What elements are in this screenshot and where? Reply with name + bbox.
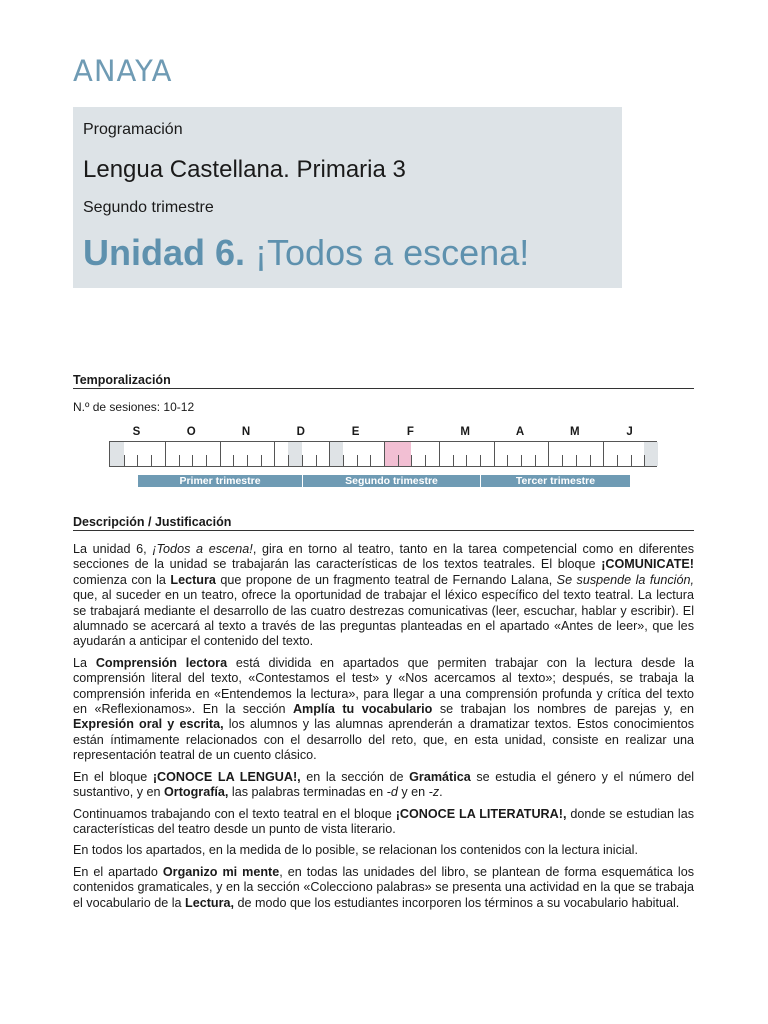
- week-tick: [425, 455, 426, 466]
- week-tick: [137, 455, 138, 466]
- shaded-week-cell: [288, 442, 302, 466]
- week-tick: [343, 455, 344, 466]
- p3-segment: -z: [428, 785, 440, 800]
- week-tick: [124, 455, 125, 466]
- p3-segment: se estudia el género y el número del sustantivo, y en: [73, 769, 695, 800]
- week-tick: [179, 455, 180, 466]
- p1-segment: ¡COMUNICATE!: [601, 557, 694, 572]
- p4-segment: Continuamos trabajando con el texto teatral en el bloque: [73, 806, 396, 821]
- month-label: N: [241, 426, 251, 438]
- p6-segment: Organizo mi mente: [162, 864, 280, 879]
- p3-segment: En el bloque: [73, 769, 153, 784]
- unit-name: ¡Todos a escena!: [255, 232, 530, 273]
- week-tick: [617, 455, 618, 466]
- p3-segment: y en: [397, 785, 429, 800]
- week-tick: [590, 455, 591, 466]
- week-tick: [466, 455, 467, 466]
- week-tick: [398, 455, 399, 466]
- week-tick: [453, 455, 454, 466]
- p2-segment: Expresión oral y escrita,: [73, 717, 224, 732]
- p2-segment: Amplía tu vocabulario: [292, 702, 433, 717]
- week-tick: [247, 455, 248, 466]
- week-tick: [576, 455, 577, 466]
- shaded-week-cell: [110, 442, 124, 466]
- p2-segment: los alumnos y las alumnas aprenderán a dramatizar textos. Estos conocimientos están íntimamente relacionados con el desarrollo del reto, que, en esta unidad, consiste en realizar una representación teatral de un cuento clásico.: [73, 717, 694, 763]
- week-tick: [206, 455, 207, 466]
- p4-segment: ¡CONOCE LA LITERATURA!,: [395, 806, 567, 821]
- unit-number: Unidad 6.: [83, 232, 246, 273]
- month-label: D: [296, 426, 305, 438]
- week-tick: [151, 455, 152, 466]
- p3-segment: en la sección de: [300, 769, 410, 784]
- week-tick: [261, 455, 262, 466]
- p6-segment: de modo que los estudiantes incorporen los términos a su vocabulario habitual.: [234, 895, 680, 910]
- week-tick: [288, 455, 289, 466]
- paragraph-3: [73, 770, 694, 801]
- month-divider: [274, 442, 275, 466]
- week-tick: [562, 455, 563, 466]
- p4-segment: donde se estudian las características del teatro desde un punto de vista literario.: [73, 806, 695, 836]
- month-labels: [109, 426, 657, 440]
- p2-segment: se trabajan los nombres de parejas y, en: [432, 702, 695, 717]
- week-tick: [507, 455, 508, 466]
- anaya-logo: ANAYA: [73, 54, 173, 88]
- descripcion-heading: Descripción / Justificación: [73, 515, 694, 531]
- month-label: O: [186, 426, 196, 438]
- p1-segment: que, al suceder en un teatro, ofrece la oportunidad de trabajar el léxico específico del texto teatral. La lectura se trabajará mediante el desarrollo de las cuatro destrezas comunicativas (leer, escuchar, hablar y escribir). El alumnado se acercará al texto a través de las preguntas planteadas en el apartado «Antes de leer», que les ayudarán a anticipar el contenido del texto.: [73, 588, 694, 649]
- description-body: [73, 542, 694, 917]
- p1-segment: que propone de un fragmento teatral de Fernando Lalana,: [215, 572, 557, 587]
- paragraph-5: [73, 843, 694, 858]
- p3-segment: ¡CONOCE LA LENGUA!,: [152, 769, 301, 784]
- p1-segment: Lectura: [170, 572, 216, 587]
- term-bar: Primer trimestre: [138, 475, 302, 487]
- p3-segment: .: [439, 785, 443, 800]
- session-timeline: [109, 441, 657, 467]
- temporalizacion-heading: Temporalización: [73, 373, 694, 389]
- p1-segment: comienza con la: [73, 572, 171, 587]
- month-divider: [384, 442, 385, 466]
- week-tick: [316, 455, 317, 466]
- paragraph-2: [73, 656, 694, 764]
- p3-segment: Ortografía,: [164, 785, 229, 800]
- month-label: J: [626, 426, 633, 438]
- term-label: Segundo trimestre: [83, 199, 214, 216]
- sessions-count: N.º de sesiones: 10-12: [73, 400, 195, 414]
- month-divider: [329, 442, 330, 466]
- week-tick: [411, 455, 412, 466]
- week-tick: [480, 455, 481, 466]
- p3-segment: -d: [386, 785, 398, 800]
- paragraph-6: [73, 865, 694, 911]
- month-label: M: [460, 426, 470, 438]
- p1-segment: , gira en torno al teatro, tanto en la tarea competencial como en diferentes secciones de la unidad se trabajarán las características de los textos teatrales. El bloque: [73, 542, 694, 572]
- paragraph-1: [73, 542, 694, 650]
- month-divider: [494, 442, 495, 466]
- week-tick: [370, 455, 371, 466]
- week-tick: [233, 455, 234, 466]
- shaded-week-cell: [329, 442, 343, 466]
- week-tick: [535, 455, 536, 466]
- term-bar: Segundo trimestre: [303, 475, 480, 487]
- unit-title: [83, 232, 529, 274]
- p6-segment: En el apartado: [73, 864, 163, 879]
- p2-segment: La: [73, 655, 96, 670]
- week-tick: [302, 455, 303, 466]
- month-divider: [220, 442, 221, 466]
- shaded-week-cell: [644, 442, 658, 466]
- p5-segment: En todos los apartados, en la medida de lo posible, se relacionan los contenidos con la lectura inicial.: [73, 843, 638, 858]
- p1-segment: ¡Todos a escena!: [152, 542, 253, 556]
- subject-title: Lengua Castellana. Primaria 3: [83, 156, 406, 183]
- month-label: M: [569, 426, 580, 438]
- month-label: F: [406, 426, 414, 438]
- month-divider: [439, 442, 440, 466]
- p6-segment: , en todas las unidades del libro, se plantean de forma esquemática los contenidos gramaticales, y en la sección «Colecciono palabras» se presenta una actividad en la que se trabaja el vocabulario de la: [73, 864, 695, 910]
- week-tick: [631, 455, 632, 466]
- p2-segment: está dividida en apartados que permiten trabajar con la lectura desde la comprensión literal del texto, «Contestamos el test» y «Nos acercamos al texto»; después, se trabaja la comprensión inferida en «Entendemos la lectura», para llegar a una comprensión profunda y crítica del texto en «Reflexionamos». En la sección: [73, 655, 694, 717]
- p2-segment: Comprensión lectora: [95, 655, 228, 670]
- p3-segment: Gramática: [409, 769, 471, 784]
- week-tick: [644, 455, 645, 466]
- month-divider: [603, 442, 604, 466]
- month-label: E: [351, 426, 360, 438]
- week-tick: [357, 455, 358, 466]
- month-divider: [165, 442, 166, 466]
- p1-segment: Se suspende la función,: [556, 572, 694, 587]
- header-box: [73, 107, 622, 288]
- month-label: A: [515, 426, 525, 438]
- programacion-label: Programación: [83, 121, 183, 138]
- paragraph-4: [73, 807, 694, 838]
- week-tick: [192, 455, 193, 466]
- month-divider: [548, 442, 549, 466]
- week-tick: [521, 455, 522, 466]
- p6-segment: Lectura,: [185, 895, 235, 910]
- month-label: S: [132, 426, 141, 438]
- term-bar: Tercer trimestre: [481, 475, 630, 487]
- p3-segment: las palabras terminadas en: [228, 785, 387, 800]
- p1-segment: La unidad 6,: [73, 542, 153, 556]
